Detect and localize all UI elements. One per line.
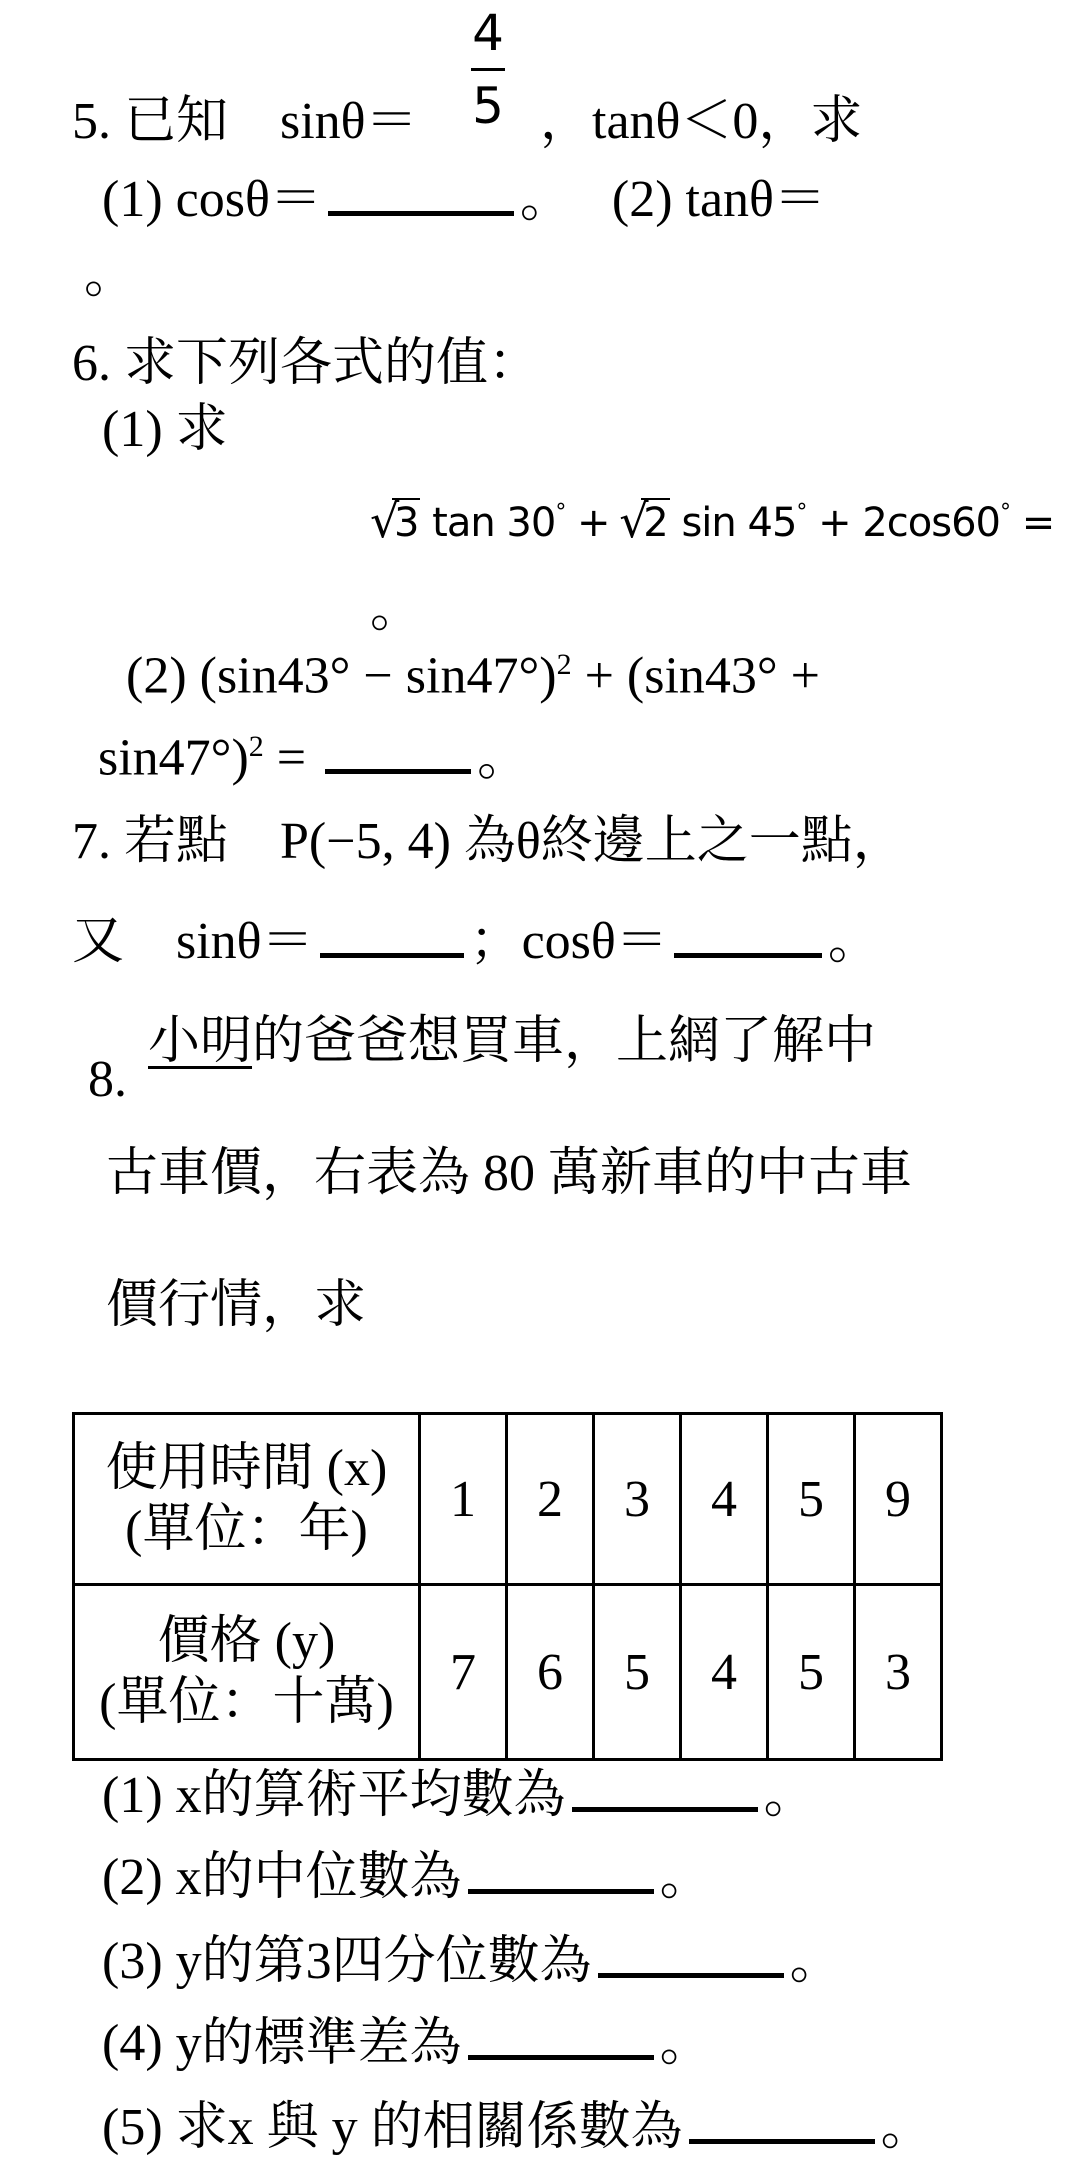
q8-sub4: (4) y的標準差為 。 <box>102 2015 712 2072</box>
table-header-y: 價格 (y) (單位：十萬) <box>74 1585 420 1760</box>
table-header-x: 使用時間 (x) (單位：年) <box>74 1414 420 1585</box>
q5-line1: 5. 已知 sinθ＝ <box>72 93 418 150</box>
q5-fraction-bar <box>471 68 505 71</box>
table-cell: 5 <box>768 1585 855 1760</box>
table-row <box>74 1585 942 1760</box>
q8-sub2-blank[interactable] <box>468 1885 654 1894</box>
q5-line2: (1) cosθ＝ 。 (2) tanθ＝ <box>102 171 826 228</box>
q6-part1-end: 。 <box>370 581 423 638</box>
table-cell: 4 <box>681 1585 768 1760</box>
q5-wrap-end: 。 <box>84 247 137 304</box>
table-cell: 5 <box>594 1585 681 1760</box>
table-cell: 7 <box>420 1585 507 1760</box>
table-cell: 9 <box>855 1414 942 1585</box>
table-cell: 4 <box>681 1414 768 1585</box>
q5-fraction <box>471 4 505 135</box>
table-cell: 3 <box>594 1414 681 1585</box>
q8-sub1-blank[interactable] <box>572 1803 758 1812</box>
q8-sub4-blank[interactable] <box>468 2051 654 2060</box>
q8-sub5-blank[interactable] <box>689 2135 875 2144</box>
table-row <box>74 1414 942 1585</box>
q8-sub3-blank[interactable] <box>598 1969 784 1978</box>
q8-number: 8. <box>88 1051 127 1108</box>
q8-sub5: (5) 求x 與 y 的相關係數為 。 <box>102 2099 933 2156</box>
q6-formula: √ 3 tan 30° + √ 2 sin 45° + 2cos60° = <box>372 500 1054 546</box>
sqrt2-symbol: √ 2 <box>621 500 669 546</box>
q8-line1: 小明的爸爸想買車，上網了解中 <box>148 1013 877 1070</box>
table-cell: 3 <box>855 1585 942 1760</box>
q7-line2: 又 sinθ＝ ；cosθ＝ 。 <box>72 913 880 970</box>
q5-cos-blank[interactable] <box>328 207 514 216</box>
sqrt3-symbol: √ 3 <box>372 500 420 546</box>
table-cell: 2 <box>507 1414 594 1585</box>
table-cell: 1 <box>420 1414 507 1585</box>
q5-line1-tail: ，tanθ＜0，求 <box>540 93 863 150</box>
price-table <box>72 1412 943 1761</box>
q6-part2-line1: (2) $(\sin 43^\circ - \sin 47^\circ)^2 + (\sin 43^\circ$ + <box>126 647 821 705</box>
q8-sub3: (3) y的第3四分位數為 。 <box>102 1933 842 1990</box>
table-cell: 6 <box>507 1585 594 1760</box>
q8-sub2: (2) x的中位數為 。 <box>102 1849 712 1906</box>
q7-sin-blank[interactable] <box>320 949 464 958</box>
q8-line3: 價行情，求 <box>106 1277 367 1334</box>
table-cell: 5 <box>768 1414 855 1585</box>
q6-part2-blank[interactable] <box>325 765 471 774</box>
q8-sub1: (1) x的算術平均數為 。 <box>102 1767 816 1824</box>
q8-line2: 古車價，右表為 80 萬新車的中古車 <box>106 1145 913 1202</box>
q6-part1: (1) 求 <box>102 401 228 458</box>
q6-part2-line2: sin47°)$^2$ = 。 <box>98 729 530 787</box>
q8-name-underlined: 小明 <box>148 1013 253 1070</box>
q5-fraction-numerator: 4 <box>472 4 504 62</box>
q7-cos-blank[interactable] <box>674 949 822 958</box>
q5-fraction-denominator: 5 <box>472 77 504 135</box>
q6-title: 6. 求下列各式的值： <box>72 335 541 392</box>
q7-line1: 7. 若點 P(−5, 4) 為θ終邊上之一點， <box>72 813 905 870</box>
